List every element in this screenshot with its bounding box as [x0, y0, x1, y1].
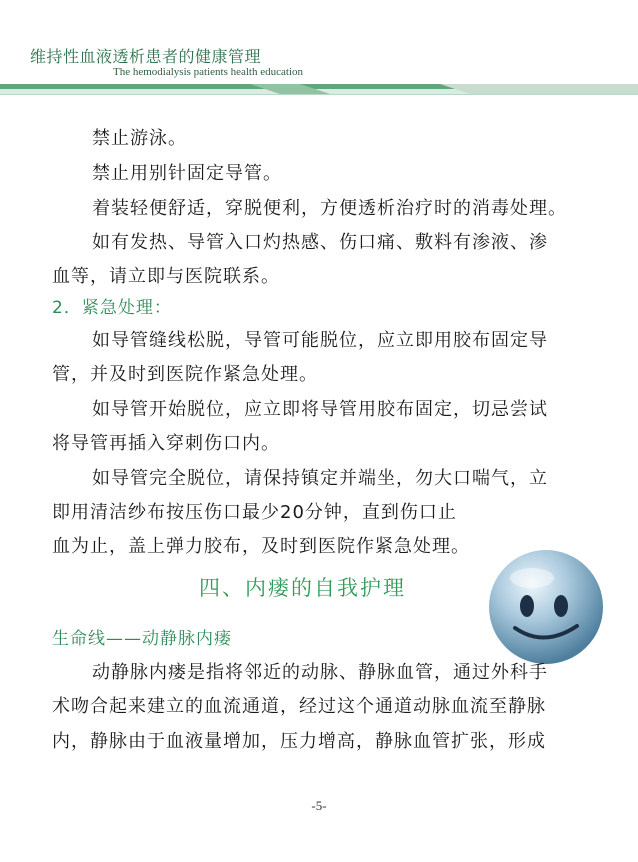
paragraph-line: 内，静脉由于血液量增加，压力增高，静脉血管扩张，形成	[52, 731, 546, 752]
header-band	[0, 82, 638, 96]
paragraph-line: 禁止用别针固定导管。	[92, 163, 282, 184]
paragraph-line: 禁止游泳。	[92, 128, 187, 149]
page-number: -5-	[311, 798, 327, 813]
paragraph-line: 血等，请立即与医院联系。	[52, 266, 280, 287]
paragraph-line: 管，并及时到医院作紧急处理。	[52, 364, 318, 385]
paragraph-line: 着装轻便舒适，穿脱便利，方便透析治疗时的消毒处理。	[92, 198, 567, 219]
page-header	[0, 0, 638, 100]
paragraph-line: 如导管缝线松脱，导管可能脱位，应立即用胶布固定导	[92, 330, 548, 351]
paragraph-line: 术吻合起来建立的血流通道，经过这个通道动脉血流至静脉	[52, 696, 546, 717]
smiley-icon	[487, 548, 605, 666]
paragraph-line: 如有发热、导管入口灼热感、伤口痛、敷料有渗液、渗	[92, 232, 548, 253]
subheading-lifeline: 生命线——动静脉内瘘	[52, 629, 232, 649]
paragraph-line: 血为止，盖上弹力胶布，及时到医院作紧急处理。	[52, 536, 470, 557]
section-title: 四、内瘘的自我护理	[199, 576, 406, 600]
header-title: 维持性血液透析患者的健康管理	[30, 47, 262, 66]
paragraph-line: 动静脉内瘘是指将邻近的动脉、静脉血管，通过外科手	[92, 662, 548, 683]
paragraph-line: 将导管再插入穿刺伤口内。	[52, 433, 280, 454]
paragraph-line: 即用清洁纱布按压伤口最少20分钟，直到伤口止	[52, 502, 457, 523]
subsection-heading: 2．紧急处理：	[52, 298, 172, 318]
header-subtitle: The hemodialysis patients health education	[113, 66, 304, 78]
paragraph-line: 如导管完全脱位，请保持镇定并端坐，勿大口喘气，立	[92, 468, 548, 489]
paragraph-line: 如导管开始脱位，应立即将导管用胶布固定，切忌尝试	[92, 399, 548, 420]
